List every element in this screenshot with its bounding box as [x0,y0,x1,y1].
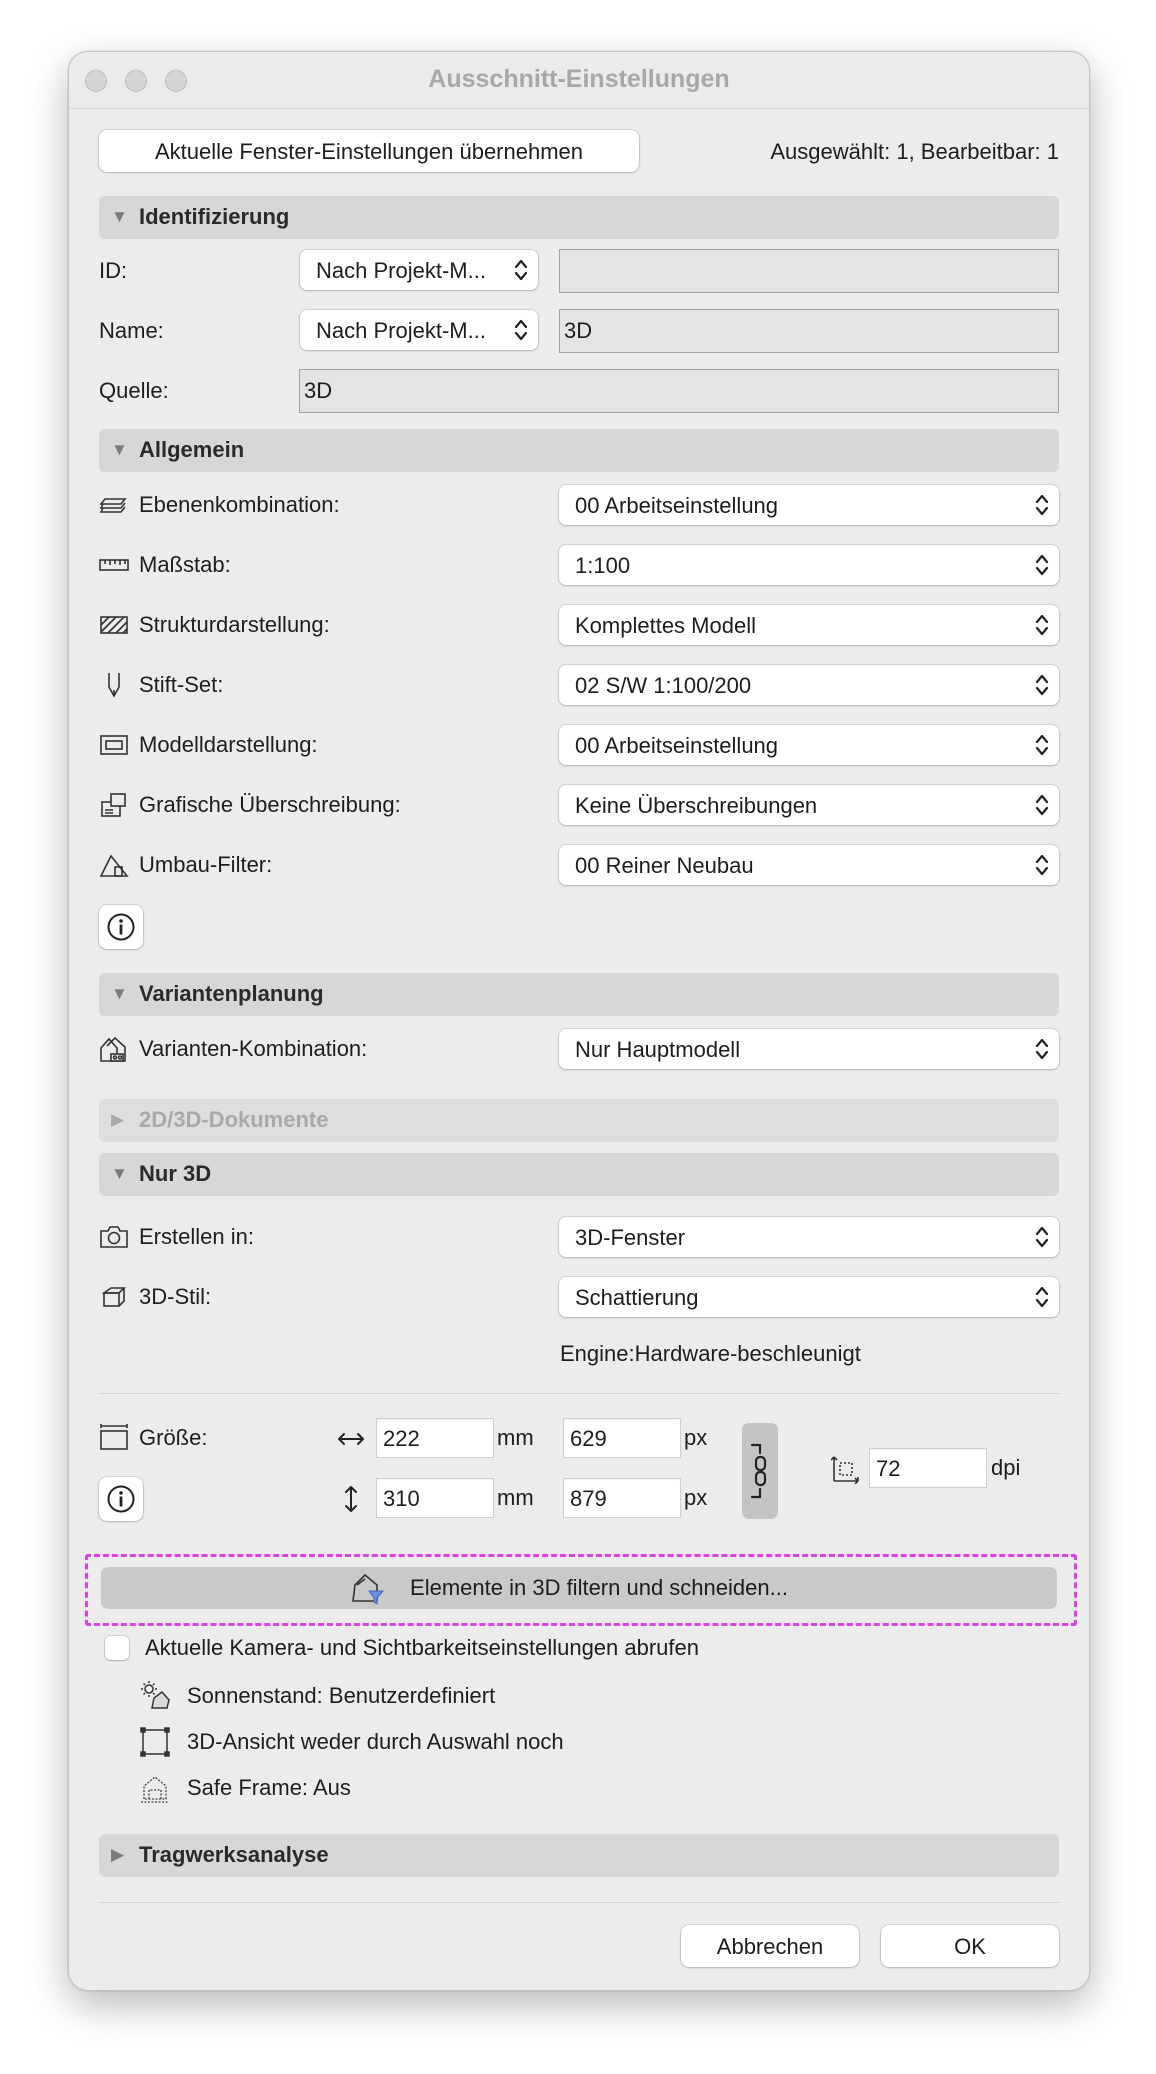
layer-combination-label: Ebenenkombination: [139,492,340,517]
3d-view-frame-icon [140,1727,170,1757]
ok-button[interactable]: OK [881,1925,1059,1967]
variants-icon [99,1034,129,1064]
camera-icon [99,1222,129,1252]
hatch-icon [99,610,129,640]
renovation-icon [99,850,129,880]
sun-position-icon [140,1680,170,1710]
section-structural-analysis[interactable] [99,1834,1059,1877]
section-title: Tragwerksanalyse [139,1842,329,1867]
variant-combination-select[interactable]: Nur Hauptmodell [559,1029,1059,1069]
pen-icon [99,670,129,700]
disclosure-open-icon: ▼ [111,440,128,459]
scale-select[interactable]: 1:100 [559,545,1059,585]
chevron-updown-icon [1035,1037,1049,1061]
safe-frame-icon [140,1773,170,1803]
chevron-updown-icon [514,258,528,282]
engine-info: Engine:Hardware-beschleunigt [560,1341,861,1366]
title-bar [69,52,1089,109]
height-px-input[interactable]: 879 [563,1478,681,1518]
pen-set-select[interactable]: 02 S/W 1:100/200 [559,665,1059,705]
graphic-override-select[interactable]: Keine Überschreibungen [559,785,1059,825]
source-label: Quelle: [99,378,169,403]
chevron-updown-icon [514,318,528,342]
pen-set-label: Stift-Set: [139,672,224,697]
disclosure-closed-icon: ▶ [111,1845,125,1864]
section-identification[interactable] [99,196,1059,239]
filter-and-cut-elements-button[interactable]: Elemente in 3D filtern und schneiden... [101,1567,1057,1609]
cube-icon [99,1282,129,1312]
section-variants[interactable] [99,973,1059,1016]
chevron-updown-icon [1035,1285,1049,1309]
override-icon [99,790,129,820]
model-view-select[interactable]: 00 Arbeitseinstellung [559,725,1059,765]
chevron-updown-icon [1035,553,1049,577]
id-mode-select[interactable]: Nach Projekt-M... [300,250,538,290]
link-proportions-button[interactable] [742,1423,778,1519]
name-field[interactable]: 3D [559,309,1059,353]
size-frame-icon [99,1423,129,1453]
section-general[interactable] [99,429,1059,472]
width-mm-input[interactable]: 222 [376,1418,494,1458]
disclosure-open-icon: ▼ [111,984,128,1003]
3d-style-select[interactable]: Schattierung [559,1277,1059,1317]
info-icon [106,1484,136,1514]
window-title: Ausschnitt-Einstellungen [428,65,730,93]
chain-link-icon [748,1441,772,1501]
chevron-updown-icon [1035,793,1049,817]
id-label: ID: [99,258,128,283]
renovation-filter-label: Umbau-Filter: [139,852,273,877]
divider [99,1393,1059,1394]
unit-dpi-label: dpi [991,1455,1021,1480]
section-only-3d[interactable] [99,1153,1059,1196]
chevron-updown-icon [1035,733,1049,757]
safe-frame-text: Safe Frame: Aus [187,1775,351,1800]
apply-window-settings-button[interactable]: Aktuelle Fenster-Einstellungen übernehmen [99,130,639,172]
layers-icon [99,490,129,520]
cancel-button[interactable]: Abbrechen [681,1925,859,1967]
camera-visibility-checkbox[interactable] [105,1636,129,1660]
source-field: 3D [299,369,1059,413]
name-mode-select[interactable]: Nach Projekt-M... [300,310,538,350]
ruler-icon [99,550,129,580]
layer-combination-select[interactable]: 00 Arbeitseinstellung [559,485,1059,525]
height-arrow-icon [336,1484,366,1514]
unit-px-label: px [684,1425,708,1450]
scale-label: Maßstab: [139,552,231,577]
general-info-button[interactable] [99,905,143,949]
selection-info: Ausgewählt: 1, Bearbeitbar: 1 [770,139,1059,164]
unit-mm-label: mm [497,1425,534,1450]
create-in-label: Erstellen in: [139,1224,254,1249]
section-2d3d-documents [99,1099,1059,1142]
renovation-filter-select[interactable]: 00 Reiner Neubau [559,845,1059,885]
sun-position-text: Sonnenstand: Benutzerdefiniert [187,1683,496,1708]
name-label: Name: [99,318,164,343]
size-info-button[interactable] [99,1477,143,1521]
chevron-updown-icon [1035,1225,1049,1249]
chevron-updown-icon [1035,853,1049,877]
info-icon [106,912,136,942]
section-title: Identifizierung [139,204,290,229]
variant-combination-label: Varianten-Kombination: [139,1036,368,1061]
height-mm-input[interactable]: 310 [376,1478,494,1518]
chevron-updown-icon [1035,673,1049,697]
section-title: Allgemein [139,437,245,462]
unit-px-label: px [684,1485,708,1510]
size-label: Größe: [139,1425,208,1450]
disclosure-open-icon: ▼ [111,207,128,226]
settings-dialog [68,51,1090,1991]
3d-style-label: 3D-Stil: [139,1284,212,1309]
create-in-select[interactable]: 3D-Fenster [559,1217,1059,1257]
graphic-override-label: Grafische Überschreibung: [139,792,401,817]
unit-mm-label: mm [497,1485,534,1510]
3d-view-text: 3D-Ansicht weder durch Auswahl noch [187,1729,564,1754]
section-title: Nur 3D [139,1161,212,1186]
chevron-updown-icon [1035,493,1049,517]
disclosure-closed-icon: ▶ [111,1110,125,1129]
structure-display-select[interactable]: Komplettes Modell [559,605,1059,645]
dpi-input[interactable]: 72 [869,1448,987,1488]
model-view-icon [99,730,129,760]
section-title: Variantenplanung [139,981,324,1006]
divider [99,1902,1059,1903]
camera-visibility-label: Aktuelle Kamera- und Sichtbarkeitseinstellungen abrufen [145,1635,699,1660]
width-px-input[interactable]: 629 [563,1418,681,1458]
chevron-updown-icon [1035,613,1049,637]
model-view-label: Modelldarstellung: [139,732,318,757]
section-title: 2D/3D-Dokumente [139,1107,329,1132]
resolution-icon [831,1454,861,1484]
width-arrow-icon [336,1424,366,1454]
disclosure-open-icon: ▼ [111,1164,128,1183]
structure-display-label: Strukturdarstellung: [139,612,330,637]
id-field[interactable] [559,249,1059,293]
